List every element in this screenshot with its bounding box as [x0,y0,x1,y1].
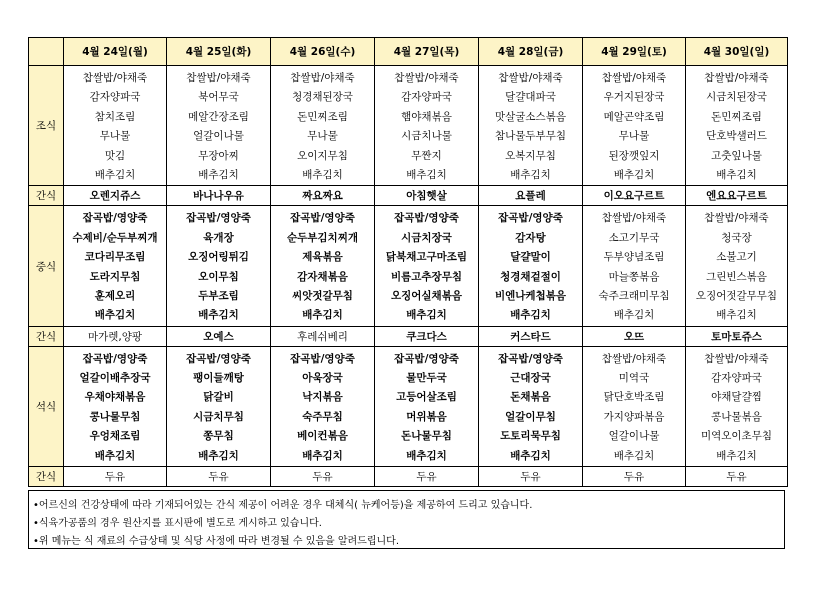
snack-row-3 [29,467,788,487]
menu-item: 우엉채조림 [89,430,141,443]
snack-cell: 이오요구르트 [583,186,686,206]
snack-cell: 바나나우유 [167,186,271,206]
menu-item: 오징어젓갈무무침 [695,289,778,302]
lunch-cell [375,206,479,326]
menu-item: 배추김치 [198,309,239,322]
breakfast-cell [167,66,271,186]
day-header: 4월 28일(금) [479,38,583,66]
menu-item: 잡곡밥/영양죽 [186,212,251,225]
note-line: •식육가공품의 경우 원산지를 표시판에 별도로 게시하고 있습니다. [33,518,322,529]
snack-cell: 두유 [271,467,375,487]
snack-cell: 토마토쥬스 [686,326,788,346]
snack-cell: 두유 [167,467,271,487]
menu-item: 찹쌀밥/야채죽 [601,352,667,365]
menu-item: 잡곡밥/영양죽 [498,212,563,225]
menu-item: 잡곡밥/영양죽 [82,352,148,365]
menu-item: 찹쌀밥/야채죽 [186,72,251,84]
menu-item: 참나물두부무침 [494,130,566,143]
menu-item: 맛김 [104,149,126,162]
menu-item: 마늘쫑볶음 [608,270,660,283]
menu-item: 감자양파국 [89,91,141,104]
menu-item: 가지양파볶음 [603,410,665,423]
menu-item: 배추김치 [406,449,447,462]
lunch-cell [271,206,375,326]
snack-cell: 오뜨 [583,326,686,346]
dinner-cell [167,346,271,466]
menu-item: 무나물 [618,130,650,143]
menu-item: 단호박샐러드 [706,130,767,143]
menu-item: 야채달걀찜 [711,391,762,404]
dinner-cell [583,346,686,466]
menu-item: 무나물 [99,130,131,143]
meal-label-snack: 간식 [29,186,64,206]
snack-cell: 두유 [686,467,788,487]
menu-item: 우거지된장국 [603,91,665,104]
menu-item: 배추김치 [510,449,551,462]
menu-item: 배추김치 [94,449,136,462]
menu-item: 잡곡밥/영양죽 [394,212,459,225]
menu-item: 찹쌀밥/야채죽 [704,212,769,225]
header-row [29,38,788,66]
menu-item: 낙지볶음 [302,391,343,404]
meal-label-dinner: 석식 [29,346,64,466]
breakfast-cell [64,66,167,186]
snack-cell: 두유 [479,467,583,487]
menu-item: 배추김치 [510,168,551,181]
meal-label-lunch: 중식 [29,206,64,326]
menu-item: 베이컨볶음 [297,430,348,443]
menu-item: 씨앗젓갈무침 [292,289,353,302]
menu-item: 돈나물무침 [401,430,452,443]
snack-cell: 오예스 [167,326,271,346]
dinner-cell [271,346,375,466]
menu-item: 잡곡밥/영양죽 [290,212,355,225]
dinner-row [29,346,788,466]
snack-cell: 엔요요구르트 [686,186,788,206]
menu-item: 햄야채볶음 [401,110,452,123]
snack-cell: 쿠크다스 [375,326,479,346]
dinner-cell [479,346,583,466]
menu-item: 감자양파국 [401,91,452,104]
menu-item: 찹쌀밥/야채죽 [394,72,459,84]
menu-item: 시금치무침 [193,410,244,423]
menu-item: 찹쌀밥/야채죽 [82,72,148,84]
menu-item: 미역국 [618,372,650,385]
menu-item: 시금치된장국 [706,91,767,104]
menu-item: 도라지무침 [89,270,141,283]
menu-item: 돈채볶음 [510,391,551,404]
meal-label-breakfast: 조식 [29,66,64,186]
menu-item: 잡곡밥/영양죽 [186,352,251,365]
menu-item: 팽이들깨탕 [193,372,244,385]
menu-item: 배추김치 [198,168,239,181]
lunch-row [29,206,788,326]
menu-item: 배추김치 [613,309,655,322]
menu-item: 두부양념조림 [603,251,665,264]
menu-item: 감자양파국 [711,372,762,385]
menu-item: 닭북채고구마조림 [385,251,468,264]
note-line: •위 메뉴는 식 재료의 수급상태 및 식당 사정에 따라 변경될 수 있음을 알려드립니다. [33,536,400,547]
breakfast-cell [583,66,686,186]
menu-item: 오이무침 [198,270,239,283]
dinner-cell [686,346,788,466]
menu-item: 얼갈이배추장국 [79,372,151,385]
menu-item: 두부조림 [198,289,239,302]
menu-item: 콩나물무침 [89,410,141,423]
snack-cell: 두유 [64,467,167,487]
menu-item: 돈민찌조림 [711,110,762,123]
lunch-cell [64,206,167,326]
snack-cell: 두유 [583,467,686,487]
snack-cell: 커스타드 [479,326,583,346]
snack-cell: 후레쉬베리 [271,326,375,346]
menu-item: 달걀대파국 [505,91,556,104]
menu-item: 배추김치 [613,168,655,181]
lunch-cell [583,206,686,326]
menu-item: 소불고기 [716,251,757,264]
menu-item: 얼갈이나물 [608,430,660,443]
day-header: 4월 24일(월) [64,38,167,66]
menu-item: 배추김치 [302,449,343,462]
meal-label-snack: 간식 [29,467,64,487]
meal-label-snack: 간식 [29,326,64,346]
menu-item: 맛살굴소스볶음 [494,110,566,123]
breakfast-cell [686,66,788,186]
menu-item: 쫑무침 [203,430,234,443]
menu-item: 배추김치 [94,309,136,322]
breakfast-cell [271,66,375,186]
menu-item: 시금치장국 [401,231,452,244]
snack-row-1 [29,186,788,206]
menu-item: 아욱장국 [302,372,343,385]
menu-item: 육개장 [203,231,234,244]
note-line: •어르신의 건강상태에 따라 기재되어있는 간식 제공이 어려운 경우 대체식( 뉴케어등)을 제공하여 드리고 있습니다. [33,500,533,511]
menu-item: 무짠지 [411,149,442,162]
breakfast-cell [479,66,583,186]
menu-item: 닭단호박조림 [603,391,665,404]
menu-item: 도토리묵무침 [500,430,561,443]
menu-item: 고춧잎나물 [711,149,762,162]
menu-item: 배추김치 [198,449,239,462]
menu-item: 찹쌀밥/야채죽 [498,72,563,84]
menu-item: 배추김치 [406,168,447,181]
menu-item: 물만두국 [406,372,447,385]
menu-item: 수제비/순두부찌개 [72,231,158,244]
menu-item: 청국장 [721,231,752,244]
breakfast-row [29,66,788,186]
menu-item: 그린빈스볶음 [706,270,767,283]
menu-item: 배추김치 [302,309,343,322]
day-header: 4월 30일(일) [686,38,788,66]
menu-item: 배추김치 [94,168,136,181]
menu-item: 무나물 [307,130,338,143]
corner-cell [29,38,64,66]
menu-item: 청경채겉절이 [500,270,561,283]
day-header: 4월 25일(화) [167,38,271,66]
menu-item: 배추김치 [302,168,343,181]
menu-item: 찹쌀밥/야채죽 [290,72,355,84]
day-header: 4월 29일(토) [583,38,686,66]
lunch-cell [479,206,583,326]
menu-item: 북어무국 [198,91,239,104]
menu-item: 숙주크래미무침 [598,289,670,302]
dinner-cell [375,346,479,466]
weekly-menu-table [28,37,788,487]
menu-item: 머위볶음 [406,410,447,423]
menu-item: 찹쌀밥/야채죽 [704,352,769,365]
menu-item: 된장깻잎지 [608,149,660,162]
day-header: 4월 26일(수) [271,38,375,66]
menu-item: 순두부김치찌개 [286,231,358,244]
menu-item: 우채야채볶음 [84,391,146,404]
menu-item: 무장아찌 [198,149,239,162]
menu-item: 배추김치 [716,449,757,462]
day-header: 4월 27일(목) [375,38,479,66]
lunch-cell [167,206,271,326]
menu-item: 잡곡밥/영양죽 [394,352,459,365]
menu-item: 청경채된장국 [292,91,353,104]
menu-item: 오이지무침 [297,149,348,162]
menu-item: 잡곡밥/영양죽 [82,212,148,225]
menu-item: 얼갈이나물 [193,130,244,143]
lunch-cell [686,206,788,326]
menu-item: 돈민찌조림 [297,110,348,123]
snack-cell: 오렌지쥬스 [64,186,167,206]
snack-cell: 짜요짜요 [271,186,375,206]
menu-item: 참치조림 [94,110,136,123]
snack-row-2 [29,326,788,346]
snack-cell: 아침햇살 [375,186,479,206]
menu-item: 콩나물볶음 [711,410,762,423]
menu-item: 숙주무침 [302,410,343,423]
menu-item: 오징어링튀김 [188,251,249,264]
menu-item: 얼갈이무침 [505,410,556,423]
menu-item: 배추김치 [716,168,757,181]
menu-item: 근대장국 [510,372,551,385]
menu-item: 찹쌀밥/야채죽 [704,72,769,84]
menu-item: 코다리무조림 [84,251,146,264]
dinner-cell [64,346,167,466]
menu-item: 배추김치 [510,309,551,322]
menu-item: 메알곤약조림 [603,110,665,123]
menu-item: 찹쌀밥/야채죽 [601,72,667,84]
menu-item: 감자채볶음 [297,270,348,283]
menu-item: 잡곡밥/영양죽 [498,352,563,365]
menu-item: 소고기무국 [608,231,660,244]
menu-item: 제육볶음 [302,251,343,264]
menu-item: 비엔나케첩볶음 [494,289,566,302]
snack-cell: 두유 [375,467,479,487]
menu-item: 오징어실채볶음 [390,289,462,302]
menu-item: 오복지무침 [505,149,556,162]
snack-cell: 요플레 [479,186,583,206]
menu-item: 미역오이초무침 [700,430,772,443]
menu-item: 시금치나물 [401,130,452,143]
breakfast-cell [375,66,479,186]
menu-item: 비름고추장무침 [390,270,462,283]
menu-item: 감자탕 [515,231,546,244]
notes-box [28,490,785,549]
menu-item: 배추김치 [716,309,757,322]
menu-item: 훈제오리 [94,289,136,302]
menu-item: 배추김치 [613,449,655,462]
menu-item: 닭갈비 [203,391,234,404]
menu-item: 잡곡밥/영양죽 [290,352,355,365]
snack-cell: 마가렛,양팡 [64,326,167,346]
menu-item: 배추김치 [406,309,447,322]
menu-item: 메알간장조림 [188,110,249,123]
menu-item: 고등어살조림 [396,391,457,404]
menu-item: 찹쌀밥/야채죽 [601,212,667,225]
menu-item: 달걀말이 [510,251,551,264]
